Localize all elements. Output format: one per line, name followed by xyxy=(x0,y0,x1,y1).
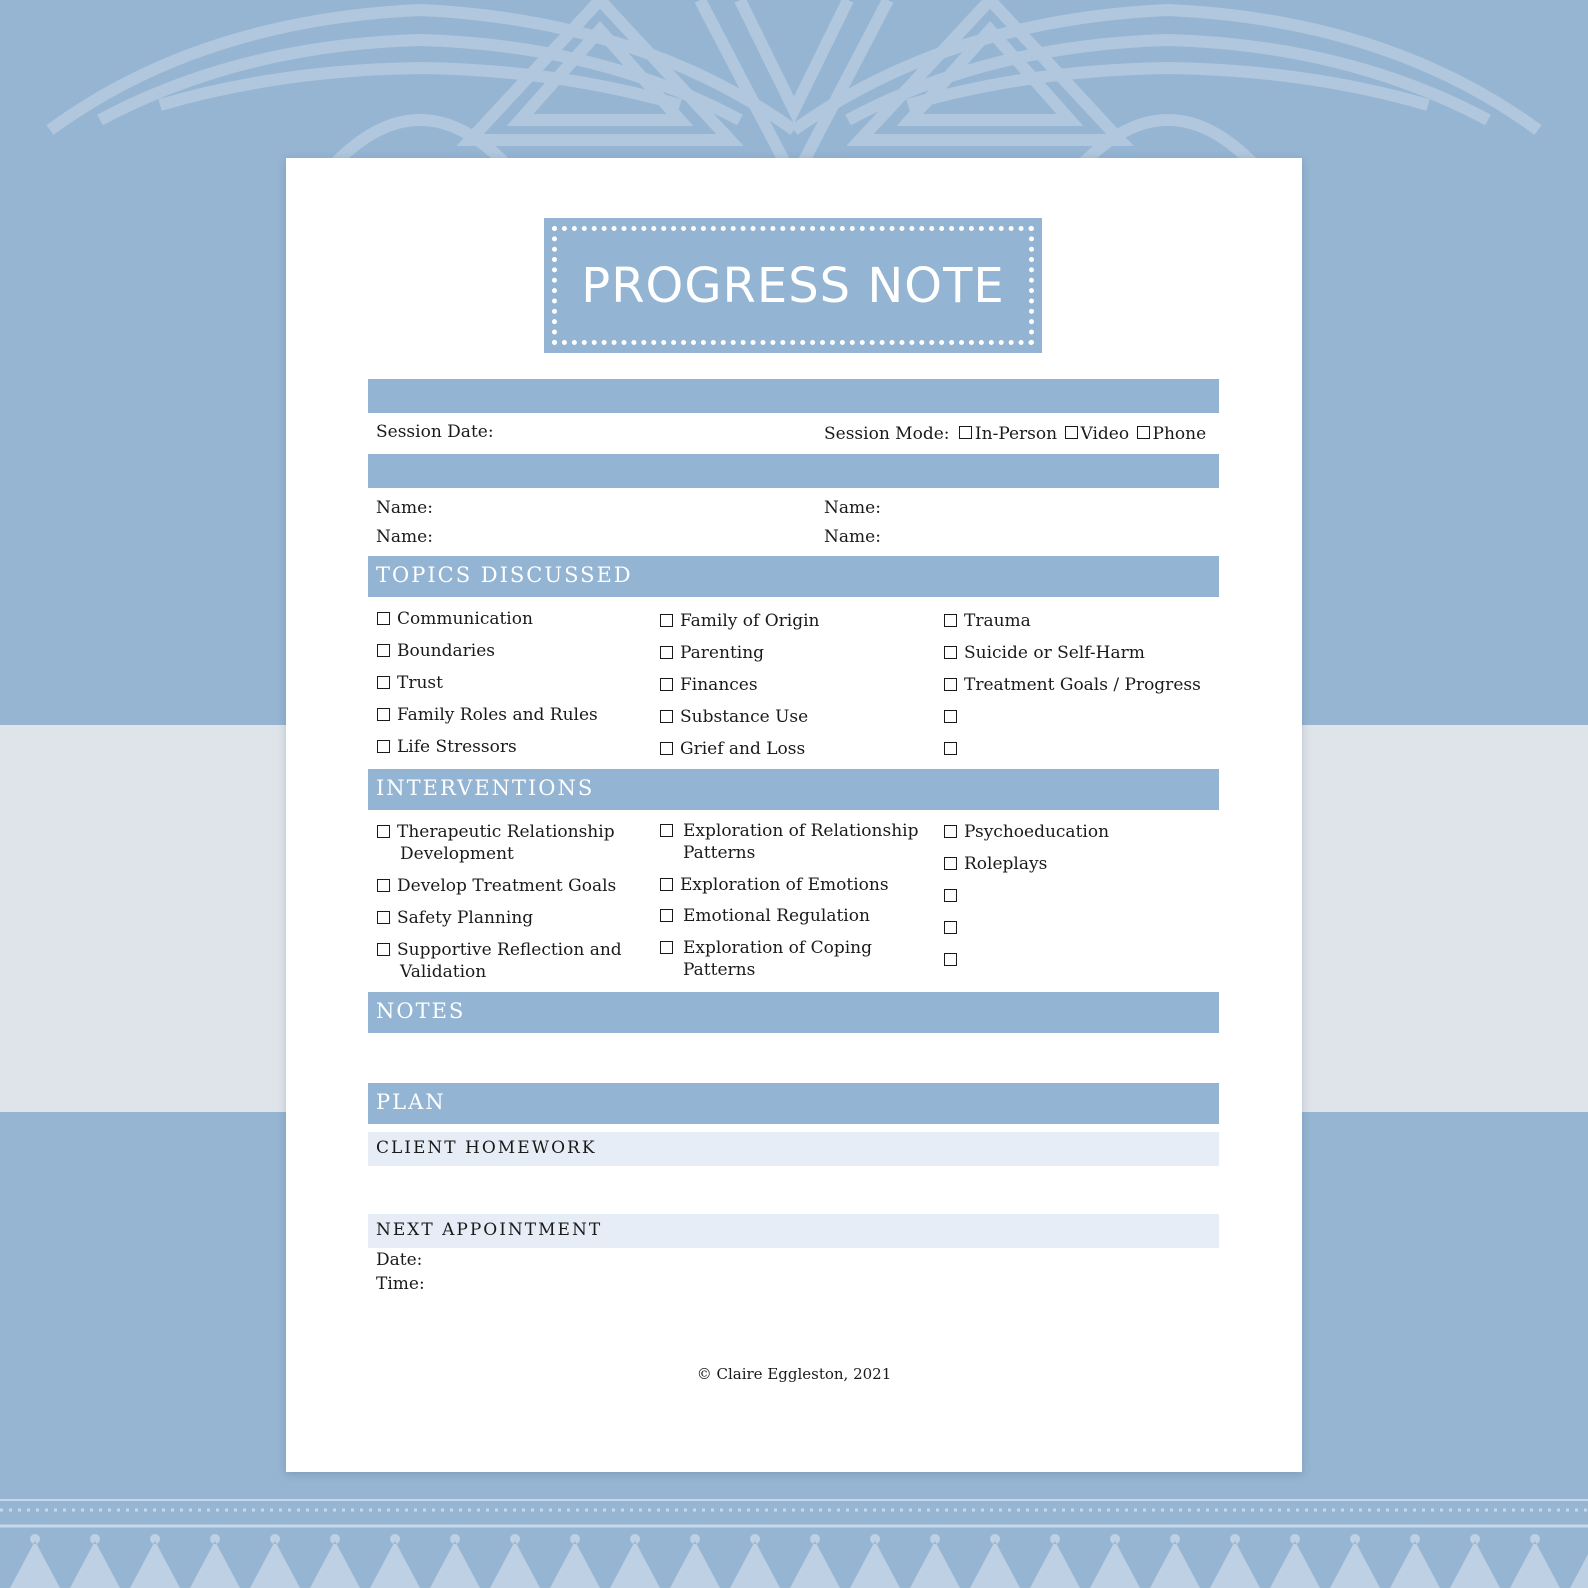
border-motif-shape xyxy=(1390,1534,1440,1588)
topic-item[interactable]: Family Roles and Rules xyxy=(377,704,598,726)
topic-item[interactable]: Life Stressors xyxy=(377,736,517,758)
border-motif-shape xyxy=(850,1534,900,1588)
checkbox-icon[interactable] xyxy=(660,878,673,891)
checkbox-icon[interactable] xyxy=(660,909,673,922)
mode-in-person-label: In-Person xyxy=(974,424,1058,444)
checkbox-icon[interactable] xyxy=(944,857,957,870)
checkbox-icon[interactable] xyxy=(660,742,673,755)
topic-item[interactable]: Finances xyxy=(660,674,758,696)
checkbox-icon[interactable] xyxy=(377,879,390,892)
interventions-header-bar xyxy=(368,769,1219,810)
progress-note-page xyxy=(286,158,1302,1472)
border-motif-shape xyxy=(490,1534,540,1588)
checkbox-icon[interactable] xyxy=(660,710,673,723)
border-motif-shape xyxy=(970,1534,1020,1588)
border-motif-shape xyxy=(130,1534,180,1588)
border-motif-shape xyxy=(310,1534,360,1588)
topics-heading: TOPICS DISCUSSED xyxy=(376,563,633,587)
border-motif-shape xyxy=(250,1534,300,1588)
intervention-item[interactable]: Psychoeducation xyxy=(944,821,1109,843)
topic-item[interactable]: Grief and Loss xyxy=(660,738,805,760)
interventions-heading: INTERVENTIONS xyxy=(376,776,595,800)
border-pattern-decoration xyxy=(0,1496,1588,1588)
topics-header-bar xyxy=(368,556,1219,597)
session-mode xyxy=(824,424,1206,444)
topic-item[interactable]: Trust xyxy=(377,672,443,694)
checkbox-icon[interactable] xyxy=(944,646,957,659)
border-motif-shape xyxy=(790,1534,840,1588)
checkbox-icon[interactable] xyxy=(944,825,957,838)
checkbox-icon[interactable] xyxy=(377,676,390,689)
intervention-item[interactable]: Develop Treatment Goals xyxy=(377,875,616,897)
intervention-item[interactable]: Emotional Regulation xyxy=(660,905,870,927)
border-motif-shape xyxy=(1030,1534,1080,1588)
topic-item[interactable]: Communication xyxy=(377,608,533,630)
checkbox-icon[interactable] xyxy=(377,740,390,753)
border-motif-shape xyxy=(1210,1534,1260,1588)
border-motif-shape xyxy=(1450,1534,1500,1588)
border-motif-shape xyxy=(910,1534,960,1588)
checkbox-icon[interactable] xyxy=(944,742,957,755)
name-field-3: Name: xyxy=(376,527,433,547)
checkbox-icon[interactable] xyxy=(377,943,390,956)
border-motif-shape xyxy=(1090,1534,1140,1588)
client-homework-label: CLIENT HOMEWORK xyxy=(376,1138,597,1158)
checkbox-icon[interactable] xyxy=(944,678,957,691)
border-motif-shape xyxy=(370,1534,420,1588)
mode-video-checkbox[interactable] xyxy=(1065,426,1078,439)
checkbox-icon[interactable] xyxy=(944,953,957,966)
names-header-bar xyxy=(368,454,1219,488)
intervention-item[interactable]: Safety Planning xyxy=(377,907,533,929)
border-motif-shape xyxy=(430,1534,480,1588)
checkbox-icon[interactable] xyxy=(944,710,957,723)
checkbox-icon[interactable] xyxy=(660,941,673,954)
intervention-item[interactable]: Roleplays xyxy=(944,853,1047,875)
border-motif-shape xyxy=(10,1534,60,1588)
name-field-4: Name: xyxy=(824,527,881,547)
mode-video-label: Video xyxy=(1080,424,1130,444)
checkbox-icon[interactable] xyxy=(660,614,673,627)
topic-item[interactable]: Trauma xyxy=(944,610,1031,632)
name-field-2: Name: xyxy=(824,498,881,518)
checkbox-icon[interactable] xyxy=(660,646,673,659)
topic-item[interactable]: Parenting xyxy=(660,642,764,664)
next-appointment-bar xyxy=(368,1214,1219,1248)
appointment-date-label: Date: xyxy=(376,1250,423,1270)
border-motif-shape xyxy=(730,1534,780,1588)
checkbox-icon[interactable] xyxy=(377,825,390,838)
plan-header-bar xyxy=(368,1083,1219,1124)
intervention-item[interactable]: Therapeutic Relationship Development xyxy=(377,821,615,865)
checkbox-icon[interactable] xyxy=(944,614,957,627)
border-motif-shape xyxy=(190,1534,240,1588)
border-motif-shape xyxy=(610,1534,660,1588)
notes-heading: NOTES xyxy=(376,999,466,1023)
copyright-text: © Claire Eggleston, 2021 xyxy=(696,1365,892,1383)
border-motif-shape xyxy=(1510,1534,1560,1588)
notes-header-bar xyxy=(368,992,1219,1033)
next-appointment-label: NEXT APPOINTMENT xyxy=(376,1220,603,1240)
intervention-item[interactable]: Supportive Reflection and Validation xyxy=(377,939,622,983)
checkbox-icon[interactable] xyxy=(377,644,390,657)
checkbox-icon[interactable] xyxy=(944,889,957,902)
border-motif-shape xyxy=(1330,1534,1380,1588)
plan-heading: PLAN xyxy=(376,1090,446,1114)
session-header-bar xyxy=(368,379,1219,413)
topic-item[interactable]: Substance Use xyxy=(660,706,808,728)
mode-in-person-checkbox[interactable] xyxy=(959,426,972,439)
checkbox-icon[interactable] xyxy=(944,921,957,934)
border-motif-shape xyxy=(1150,1534,1200,1588)
border-motif-shape xyxy=(550,1534,600,1588)
mode-phone-checkbox[interactable] xyxy=(1137,426,1150,439)
title-box xyxy=(544,218,1042,353)
appointment-time-label: Time: xyxy=(376,1274,425,1294)
topic-item[interactable]: Treatment Goals / Progress xyxy=(944,674,1201,696)
intervention-item[interactable]: Exploration of Relationship Patterns xyxy=(660,820,918,864)
topic-item[interactable]: Family of Origin xyxy=(660,610,819,632)
mode-phone-label: Phone xyxy=(1152,424,1207,444)
session-date-label: Session Date: xyxy=(376,422,494,442)
intervention-item[interactable]: Exploration of Coping Patterns xyxy=(660,937,872,981)
homework-area[interactable] xyxy=(368,1166,1219,1212)
border-motif-shape xyxy=(1270,1534,1320,1588)
border-motif-shape xyxy=(1570,1534,1588,1588)
intervention-item[interactable]: Exploration of Emotions xyxy=(660,874,889,896)
topic-item[interactable]: Boundaries xyxy=(377,640,495,662)
topic-item[interactable]: Suicide or Self-Harm xyxy=(944,642,1145,664)
checkbox-icon[interactable] xyxy=(377,612,390,625)
checkbox-icon[interactable] xyxy=(660,678,673,691)
checkbox-icon[interactable] xyxy=(660,824,673,837)
notes-area[interactable] xyxy=(368,1033,1219,1083)
checkbox-icon[interactable] xyxy=(377,911,390,924)
border-motif-shape xyxy=(670,1534,720,1588)
border-motif-shape xyxy=(70,1534,120,1588)
client-homework-bar xyxy=(368,1132,1219,1166)
page-title: PROGRESS NOTE xyxy=(581,258,1005,314)
name-field-1: Name: xyxy=(376,498,433,518)
checkbox-icon[interactable] xyxy=(377,708,390,721)
session-mode-label: Session Mode: xyxy=(824,424,950,444)
